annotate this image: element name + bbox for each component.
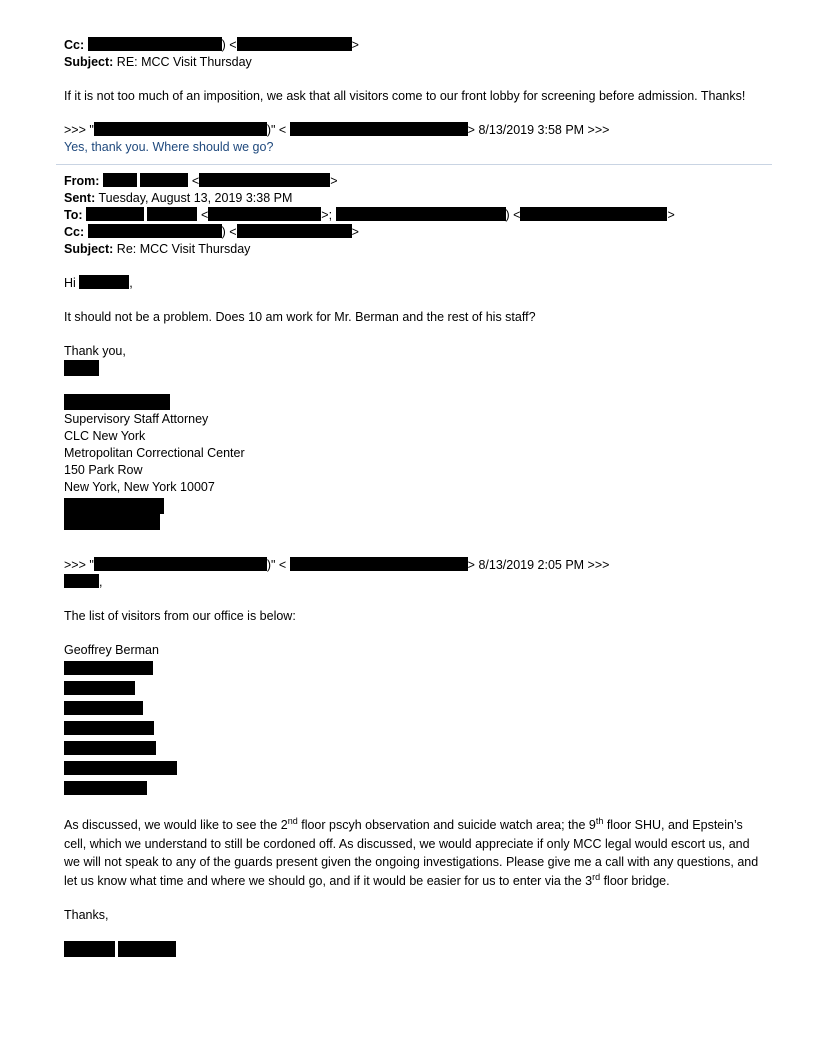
redaction xyxy=(64,761,177,775)
redaction xyxy=(64,941,115,957)
from-separator: < xyxy=(191,174,200,188)
subject-line xyxy=(64,54,764,71)
redaction xyxy=(64,781,147,795)
visitor-name: Geoffrey Berman xyxy=(64,643,159,657)
closing: Thank you, xyxy=(64,344,126,358)
body-paragraph: If it is not too much of an imposition, we ask that all visitors come to our front lobby for screening before admission. Thanks! xyxy=(64,89,746,103)
redaction xyxy=(64,721,154,735)
signature-city: New York, New York 10007 xyxy=(64,480,215,494)
to-label: To: xyxy=(64,208,83,222)
sent-line xyxy=(64,190,764,207)
email-document xyxy=(64,37,764,958)
cc-separator: ) < xyxy=(221,225,237,239)
to-line xyxy=(64,207,764,224)
redaction xyxy=(290,557,468,571)
redaction xyxy=(94,557,267,571)
redaction xyxy=(64,661,153,675)
reply-text: Yes, thank you. Where should we go? xyxy=(64,140,274,154)
signature-title: Supervisory Staff Attorney xyxy=(64,412,209,426)
signature-redaction-block xyxy=(64,496,764,530)
cc-line xyxy=(64,37,764,54)
sent-label: Sent: xyxy=(64,191,96,205)
signature-street: 150 Park Row xyxy=(64,463,143,477)
redaction xyxy=(520,207,667,221)
from-label: From: xyxy=(64,174,100,188)
redaction xyxy=(64,574,99,588)
subject-line xyxy=(64,241,764,258)
greeting-comma: , xyxy=(99,575,103,589)
redaction xyxy=(88,37,222,51)
ordinal-suffix: rd xyxy=(592,871,601,882)
to-separator: < xyxy=(200,208,209,222)
visit-details-paragraph xyxy=(64,816,764,890)
redaction xyxy=(64,681,135,695)
cc-end: > xyxy=(351,38,359,52)
greeting-word: Hi xyxy=(64,276,76,290)
redaction xyxy=(88,224,222,238)
paragraph-text: floor bridge. xyxy=(600,873,670,888)
redaction xyxy=(147,207,197,221)
closing: Thanks, xyxy=(64,908,109,922)
redaction xyxy=(64,360,99,376)
redaction xyxy=(86,207,144,221)
redaction xyxy=(336,207,506,221)
redaction xyxy=(103,173,137,187)
ordinal-suffix: nd xyxy=(287,815,298,826)
to-end: > xyxy=(667,208,675,222)
visitor-intro: The list of visitors from our office is below: xyxy=(64,609,296,623)
greeting-comma: , xyxy=(129,276,133,290)
subject-label: Subject: xyxy=(64,55,114,69)
quote-header xyxy=(64,557,764,574)
greeting-line xyxy=(64,574,764,591)
signature-redaction xyxy=(64,941,764,958)
greeting-line xyxy=(64,275,764,292)
visitor-list-redacted xyxy=(64,661,764,799)
cc-label: Cc: xyxy=(64,38,85,52)
redaction xyxy=(94,122,267,136)
to-separator: ) < xyxy=(505,208,521,222)
cc-separator: ) < xyxy=(221,38,237,52)
from-line xyxy=(64,173,764,190)
redaction xyxy=(118,941,176,957)
redaction xyxy=(290,122,468,136)
quote-timestamp: > 8/13/2019 2:05 PM >>> xyxy=(467,558,610,572)
quote-mid: )" < xyxy=(266,558,287,572)
redaction xyxy=(237,37,352,51)
to-separator: >; xyxy=(321,208,333,222)
redaction xyxy=(64,394,170,410)
redaction xyxy=(140,173,188,187)
body-paragraph: It should not be a problem. Does 10 am work for Mr. Berman and the rest of his staff? xyxy=(64,310,536,324)
paragraph-text: floor SHU, and Epstein’s cell, which we understand to still be cordoned off. As discussed, we would appreciate if only MCC legal would escort us, and we will not speak to any of the guards present given the ongoing investigations. Please give me a call with any questions, and let us know what time and where we should go, and if it would be easier for us to enter via the 3 xyxy=(64,818,759,888)
redaction xyxy=(79,275,129,289)
subject-label: Subject: xyxy=(64,242,114,256)
paragraph-text: floor pscyh observation and suicide watch area; the 9 xyxy=(297,818,596,832)
redaction xyxy=(208,207,321,221)
message-separator xyxy=(56,164,772,165)
quote-mid: )" < xyxy=(266,123,287,137)
signature-facility: Metropolitan Correctional Center xyxy=(64,446,245,460)
from-end: > xyxy=(330,174,338,188)
paragraph-text: As discussed, we would like to see the 2 xyxy=(64,818,288,832)
cc-line xyxy=(64,224,764,241)
signature-redaction xyxy=(64,360,764,377)
redaction xyxy=(199,173,330,187)
ordinal-suffix: th xyxy=(595,815,604,826)
sent-date: Tuesday, August 13, 2019 3:38 PM xyxy=(98,191,293,205)
quote-prefix: >>> " xyxy=(64,123,94,137)
signature-redaction xyxy=(64,394,764,411)
subject-text: RE: MCC Visit Thursday xyxy=(116,55,252,69)
cc-label: Cc: xyxy=(64,225,85,239)
redaction xyxy=(237,224,352,238)
signature-org: CLC New York xyxy=(64,429,146,443)
quote-prefix: >>> " xyxy=(64,558,94,572)
redaction xyxy=(64,514,160,530)
quote-header xyxy=(64,122,764,139)
quote-timestamp: > 8/13/2019 3:58 PM >>> xyxy=(467,123,610,137)
redaction xyxy=(64,701,143,715)
redaction xyxy=(64,741,156,755)
cc-end: > xyxy=(351,225,359,239)
redaction xyxy=(64,498,164,514)
subject-text: Re: MCC Visit Thursday xyxy=(116,242,251,256)
